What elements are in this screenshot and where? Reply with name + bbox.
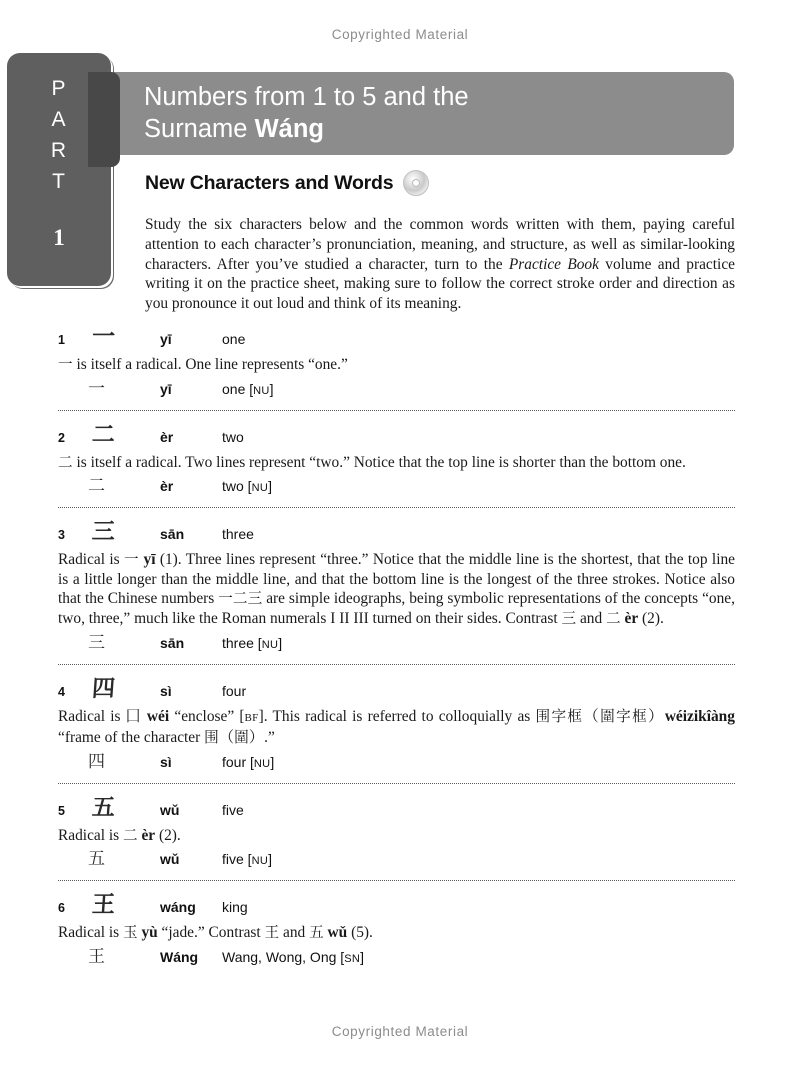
entry-headword-pinyin: yī bbox=[160, 331, 172, 347]
word-character: 王 bbox=[88, 946, 105, 967]
word-part-of-speech-tag: NU bbox=[261, 638, 279, 651]
entry-headword-pinyin: wǔ bbox=[160, 801, 180, 818]
word-gloss-text: two bbox=[222, 478, 244, 495]
entry-headword-gloss: king bbox=[222, 899, 248, 916]
word-gloss-text: three bbox=[222, 634, 254, 651]
word-pinyin: wǔ bbox=[160, 851, 180, 868]
chapter-title bbox=[144, 81, 724, 145]
word-gloss-text: Wang, Wong, Ong bbox=[222, 948, 337, 965]
intro-text-head: Study the six characters below and the common words written with them, paying careful attention to each character’s pronunciation, meaning, and structure, as well as similar-looking characters. After you’ve studied a character, turn to the bbox=[145, 216, 735, 273]
entry-headword-gloss: four bbox=[222, 682, 247, 699]
intro-book-title: Practice Book bbox=[508, 255, 599, 273]
word-gloss: Wang, Wong, Ong [SN] bbox=[222, 948, 364, 965]
entry-word-row bbox=[58, 851, 735, 868]
word-pinyin: sān bbox=[160, 634, 185, 651]
entry-headword-row bbox=[58, 521, 735, 547]
entry-number: 1 bbox=[58, 333, 65, 347]
part-letter-p: P bbox=[51, 77, 67, 100]
entry-headword-pinyin: sān bbox=[160, 526, 185, 543]
entry-headword-gloss: one bbox=[222, 331, 246, 347]
part-letter-r: R bbox=[50, 139, 68, 162]
word-character: 三 bbox=[88, 632, 105, 653]
word-part-of-speech-tag: NU bbox=[253, 757, 271, 770]
word-gloss-text: one bbox=[222, 380, 246, 397]
word-gloss-text: five bbox=[222, 851, 244, 868]
word-gloss: five [NU] bbox=[222, 851, 272, 868]
entry-headword-row bbox=[58, 675, 735, 704]
entry-headword-row bbox=[58, 794, 735, 823]
entry-word-row bbox=[58, 751, 735, 772]
intro-text-tail: volume and practice writing it on the practice sheet, making sure to follow the correct stroke order and direction as you pronounce it out loud and think of its meaning. bbox=[145, 255, 735, 312]
word-part-of-speech-tag: SN bbox=[344, 952, 361, 965]
entry-word-row bbox=[58, 478, 735, 495]
entry-headword-row bbox=[58, 894, 735, 920]
word-character: 四 bbox=[88, 751, 105, 772]
word-gloss: one [NU] bbox=[222, 380, 274, 397]
word-gloss: three [NU] bbox=[222, 634, 283, 651]
entry-headword-character: 一 bbox=[91, 324, 116, 350]
entry-word-row bbox=[58, 378, 735, 399]
entry-headword-gloss: three bbox=[222, 526, 254, 543]
entry-note: Radical is 玉 yù “jade.” Contrast 王 and 五 wǔ (5). bbox=[58, 924, 373, 942]
word-pinyin: yī bbox=[160, 380, 172, 397]
entry-headword-pinyin: sì bbox=[160, 682, 172, 699]
entry-headword-gloss: two bbox=[222, 428, 244, 445]
entry-number: 6 bbox=[58, 901, 65, 916]
entry-headword-gloss: five bbox=[222, 801, 244, 818]
entry-number: 4 bbox=[58, 684, 65, 699]
cd-disc-icon bbox=[403, 170, 429, 196]
word-character: 五 bbox=[88, 849, 105, 870]
chapter-title-line1: Numbers from 1 to 5 and the bbox=[144, 83, 469, 111]
entry-number: 5 bbox=[58, 803, 65, 818]
word-pinyin: Wáng bbox=[160, 948, 199, 965]
entry-headword-pinyin: wáng bbox=[160, 899, 196, 916]
entry-divider bbox=[58, 507, 735, 508]
entry-divider bbox=[58, 664, 735, 665]
part-letter-a: A bbox=[51, 108, 67, 131]
entry-divider bbox=[58, 410, 735, 411]
word-pinyin: èr bbox=[160, 478, 174, 495]
entry-headword-row bbox=[58, 326, 735, 352]
character-entry bbox=[58, 421, 735, 509]
copyright-watermark-bottom: Copyrighted Material bbox=[331, 1024, 469, 1039]
word-pinyin: sì bbox=[160, 753, 172, 770]
part-tab-overlap-shadow bbox=[88, 72, 120, 167]
word-part-of-speech-tag: NU bbox=[251, 482, 269, 495]
entry-headword-character: 四 bbox=[91, 675, 116, 702]
word-gloss: two [NU] bbox=[222, 478, 272, 495]
entry-headword-character: 王 bbox=[91, 892, 116, 919]
entry-note: Radical is 二 èr (2). bbox=[58, 826, 181, 844]
word-part-of-speech-tag: NU bbox=[253, 384, 270, 397]
chapter-title-line2-prefix: Surname bbox=[144, 115, 255, 143]
word-character: 二 bbox=[88, 476, 105, 497]
word-gloss: four [NU] bbox=[222, 753, 275, 770]
word-gloss-text: four bbox=[222, 753, 247, 770]
entry-note: Radical is 囗 wéi “enclose” [BF]. This radical is referred to colloquially as 围字框（圍字框）wéizikîàng “frame of the character 围（圍）.” bbox=[58, 707, 735, 747]
entry-headword-pinyin: èr bbox=[160, 428, 174, 445]
section-heading-label: New Characters and Words bbox=[145, 171, 394, 194]
character-entry bbox=[58, 326, 735, 411]
part-number: 1 bbox=[53, 225, 65, 250]
entry-number: 3 bbox=[58, 528, 65, 543]
entry-headword-row bbox=[58, 421, 735, 450]
entry-divider bbox=[58, 880, 735, 881]
part-letter-t: T bbox=[52, 170, 66, 193]
entry-note: Radical is 一 yī (1). Three lines represent “three.” Notice that the middle line is the shortest, that the top line is a little longer than the middle line, and that the bottom line is the longest of the three strokes. Notice also that the Chinese numbers 一二三 are simple ideographs, being symbolic representations of the concepts “one, two, three,” much like the Roman numerals I II III turned on their sides. Contrast 三 and 二 èr (2). bbox=[58, 551, 735, 627]
entry-note: 二 is itself a radical. Two lines represent “two.” Notice that the top line is shorter than the bottom one. bbox=[58, 453, 686, 471]
character-entry-list bbox=[58, 326, 735, 966]
entry-headword-character: 五 bbox=[91, 794, 116, 821]
entry-word-row bbox=[58, 632, 735, 653]
entry-word-row bbox=[58, 946, 735, 967]
section-intro-paragraph bbox=[145, 215, 735, 313]
entry-headword-character: 二 bbox=[91, 421, 116, 448]
chapter-title-bar bbox=[96, 72, 734, 155]
character-entry bbox=[58, 894, 735, 966]
entry-number: 2 bbox=[58, 430, 65, 445]
character-entry bbox=[58, 794, 735, 882]
entry-divider bbox=[58, 783, 735, 784]
entry-headword-character: 三 bbox=[91, 519, 116, 546]
entry-note: 一 is itself a radical. One line represents “one.” bbox=[58, 356, 348, 373]
character-entry bbox=[58, 675, 735, 784]
section-heading-row bbox=[145, 170, 429, 196]
copyright-watermark-top: Copyrighted Material bbox=[331, 27, 469, 42]
word-part-of-speech-tag: NU bbox=[251, 855, 269, 868]
character-entry bbox=[58, 521, 735, 664]
word-character: 一 bbox=[88, 378, 105, 399]
chapter-title-line2-bold: Wáng bbox=[254, 115, 324, 143]
